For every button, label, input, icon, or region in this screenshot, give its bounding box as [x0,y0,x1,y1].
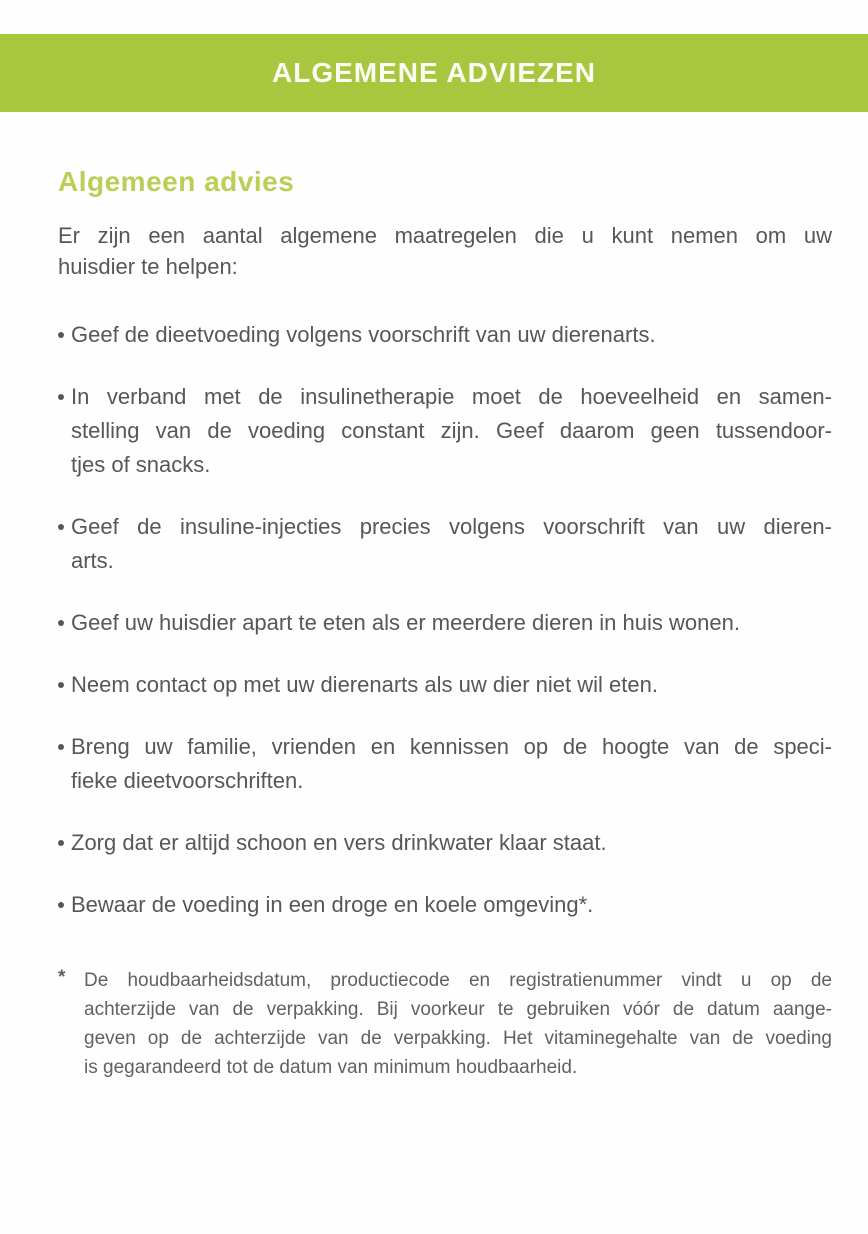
bullet-text [71,318,832,352]
text-line: Zorg dat er altijd schoon en vers drinkwater klaar staat. [71,830,607,855]
text-line: arts. [71,548,114,573]
text-line: stelling van de voeding constant zijn. Geef daarom geen tussendoor- [71,418,832,443]
bullet-text [71,510,832,578]
text-line: Neem contact op met uw dierenarts als uw dier niet wil eten. [71,672,658,697]
bullet-icon [58,902,64,908]
content-area [58,166,832,1082]
bullet-icon [58,744,64,750]
list-item [58,606,832,640]
bullet-icon [58,524,64,530]
header-banner [0,34,868,112]
text-line: achterzijde van de verpakking. Bij voorkeur te gebruiken vóór de datum aange- [84,999,832,1020]
text-line: geven op de achterzijde van de verpakking. Het vitaminegehalte van de voeding [84,1028,832,1049]
list-item [58,730,832,798]
text-line: De houdbaarheidsdatum, productiecode en registratienummer vindt u op de [84,970,832,991]
intro-paragraph [58,220,832,282]
list-item [58,380,832,482]
page [0,34,868,1082]
bullet-text [71,606,832,640]
list-item [58,888,832,922]
list-item [58,668,832,702]
footnote-text [84,966,832,1082]
bullet-text [71,826,832,860]
bullet-text [71,380,832,482]
text-line: Geef de insuline-injecties precies volgens voorschrift van uw dieren- [71,514,832,539]
list-item [58,826,832,860]
section-heading: Algemeen advies [58,166,295,197]
text-line: Geef de dieetvoeding volgens voorschrift van uw dierenarts. [71,322,656,347]
bullet-text [71,888,832,922]
text-line: Breng uw familie, vrienden en kennissen op de hoogte van de speci- [71,734,832,759]
bullet-list [58,318,832,922]
text-line: In verband met de insulinetherapie moet de hoeveelheid en samen- [71,384,832,409]
bullet-icon [58,620,64,626]
bullet-icon [58,332,64,338]
text-line: is gegarandeerd tot de datum van minimum houdbaarheid. [84,1057,578,1078]
bullet-text [71,730,832,798]
list-item [58,510,832,578]
page-title: ALGEMENE ADVIEZEN [272,57,596,88]
bullet-icon [58,682,64,688]
footnote-marker: * [58,967,66,988]
text-line: huisdier te helpen: [58,254,238,279]
bullet-text [71,668,832,702]
text-line: tjes of snacks. [71,452,211,477]
text-line: fieke dieetvoorschriften. [71,768,304,793]
bullet-icon [58,394,64,400]
text-line: Er zijn een aantal algemene maatregelen die u kunt nemen om uw [58,223,832,248]
text-line: Geef uw huisdier apart te eten als er meerdere dieren in huis wonen. [71,610,740,635]
list-item [58,318,832,352]
bullet-icon [58,840,64,846]
footnote [58,966,832,1082]
text-line: Bewaar de voeding in een droge en koele omgeving*. [71,892,594,917]
